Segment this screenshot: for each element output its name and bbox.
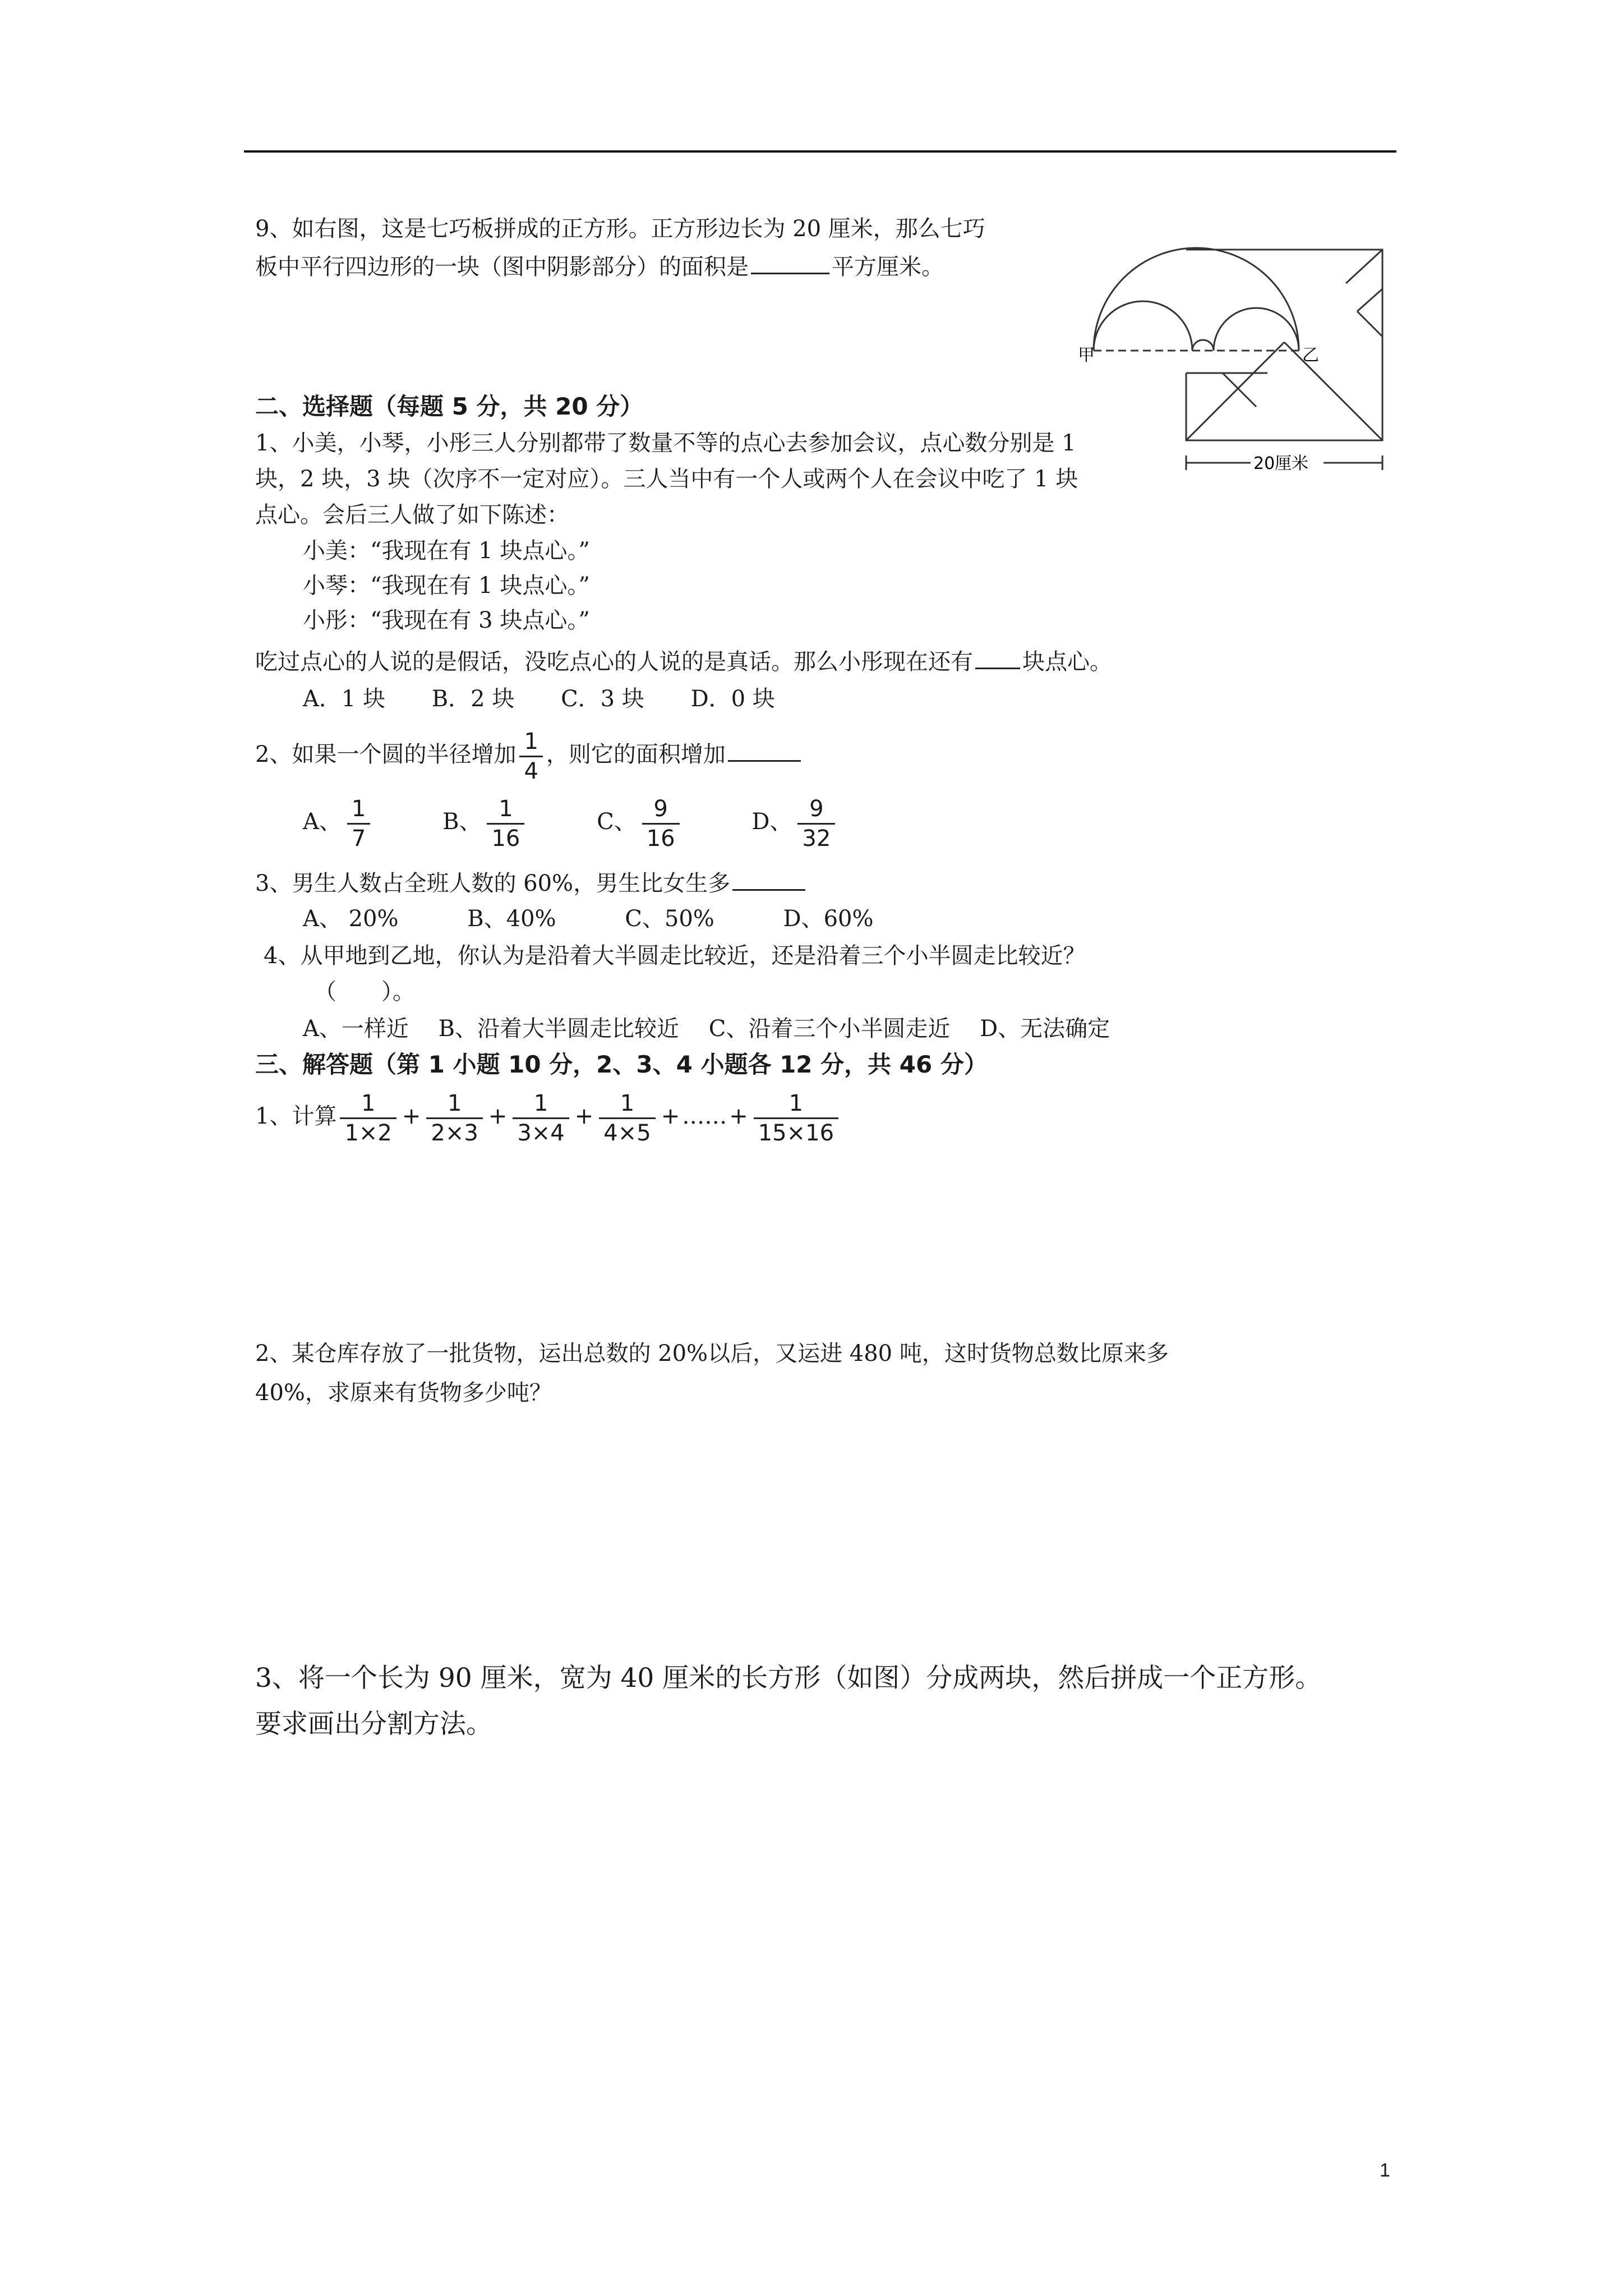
tangram-square [1186,250,1382,440]
s2q2-options [303,791,900,853]
dimension-label: 20厘米 [1253,454,1309,473]
answer-blank [728,738,801,762]
s3q1-expression: 1、计算 $\frac{1}{1\times 2}$ + $\frac{1}{2\times 3}$ + $\frac{1}{3\times 4}$ + $\frac{1}{4\times 5}$ + …… + $\frac{1}{15\times 16}$ [255,1085,842,1147]
s3q2-line1: 2、某仓库存放了一批货物，运出总数的 20%以后，又运进 480 吨，这时货物总数比原来多 [255,1341,1169,1366]
fraction-term: $\frac{1}{4\times 5}$ [599,1089,655,1147]
option-d: D、无法确定 [980,1016,1110,1042]
fraction-term: $\frac{1}{3\times 4}$ [513,1089,569,1147]
page-number: 1 [1380,2160,1390,2181]
answer-blank [732,867,805,891]
semicircle-tangram-diagram [1078,236,1396,473]
large-semicircle [1094,248,1299,351]
q9-line2: 板中平行四边形的一块（图中阴影部分）的面积是 平方厘米。 [255,250,944,283]
option-c: C、 $\frac{9}{16}$ [597,791,683,853]
option-d: D、 $\frac{9}{32}$ [751,791,838,853]
s3q2-line2: 40%，求原来有货物多少吨？ [255,1380,552,1406]
option-b: B、40% [467,906,556,932]
s2q1-statement-1: 小美：“我现在有 1 块点心。” [303,538,590,564]
s2q1-statement-2: 小琴：“我现在有 1 块点心。” [303,573,590,599]
fraction: $\frac{1}{4}$ [519,728,542,785]
option-a: A．1 块 [303,686,386,712]
q9-line1: 9、如右图，这是七巧板拼成的正方形。正方形边长为 20 厘米，那么七巧 [255,216,985,242]
small-semicircle-middle [1192,340,1214,351]
section2-heading: 二、选择题（每题 5 分，共 20 分） [255,393,644,420]
ellipsis: …… [682,1103,727,1129]
option-c: C．3 块 [561,686,644,712]
s2q3-line: 3、男生人数占全班人数的 60%，男生比女生多 [255,867,808,899]
s2q1-statement-3: 小彤：“我现在有 3 块点心。” [303,608,590,633]
option-a: A、 $\frac{1}{7}$ [303,791,374,853]
fraction-term: $\frac{1}{1\times 2}$ [340,1089,396,1147]
option-d: D、60% [783,906,874,932]
header-rule [244,150,1396,153]
s2q1-line3: 点心。会后三人做了如下陈述： [255,502,569,528]
option-c: C、50% [625,906,714,932]
option-c: C、沿着三个小半圆走近 [708,1016,951,1042]
s2q1-line2: 块，2 块，3 块（次序不一定对应）。三人当中有一个人或两个人在会议中吃了 1 块 [255,466,1078,492]
s2q4-line1: 4、从甲地到乙地，你认为是沿着大半圆走比较近，还是沿着三个小半圆走比较近？ [264,943,1086,969]
s2q3-options [303,903,935,935]
answer-blank [751,250,829,274]
fraction-term: $\frac{1}{2\times 3}$ [426,1089,482,1147]
s3q3-line1: 3、将一个长为 90 厘米，宽为 40 厘米的长方形（如图）分成两块，然后拼成一个正方形。 [255,1663,1322,1694]
small-semicircle-left [1094,301,1192,351]
s2q1-options [303,683,814,715]
label-jia: 甲 [1078,346,1095,365]
s2q4-options [303,1013,1110,1045]
s2q1-line1: 1、小美，小琴，小彤三人分别都带了数量不等的点心去参加会议，点心数分别是 1 [255,430,1076,456]
label-yi: 乙 [1302,346,1319,365]
s2q1-line7: 吃过点心的人说的是假话，没吃点心的人说的是真话。那么小彤现在还有 块点心。 [255,645,1112,678]
option-a: A、一样近 [303,1016,409,1042]
option-b: B、 $\frac{1}{16}$ [442,791,528,853]
answer-blank [975,645,1020,669]
option-d: D．0 块 [690,686,775,712]
option-b: B、沿着大半圆走比较近 [438,1016,680,1042]
s2q2-line: 2、如果一个圆的半径增加 $\frac{1}{4}$ ，则它的面积增加 [255,724,803,785]
s3q3-line2: 要求画出分割方法。 [255,1709,492,1740]
section3-heading: 三、解答题（第 1 小题 10 分，2、3、4 小题各 12 分，共 46 分） [255,1051,988,1078]
option-b: B．2 块 [431,686,515,712]
option-a: A、 20% [303,906,399,932]
s2q4-line2: （ ）。 [314,979,415,1005]
fraction-term: $\frac{1}{15\times 16}$ [754,1089,838,1147]
